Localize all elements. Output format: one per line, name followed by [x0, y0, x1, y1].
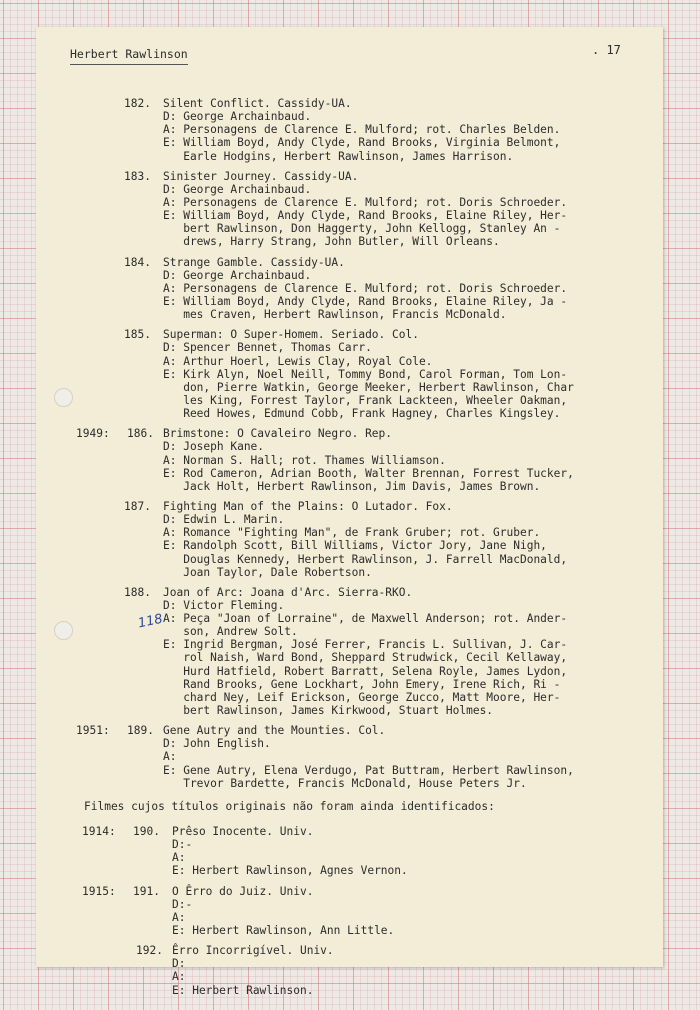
- film-title: Gene Autry and the Mounties. Col.: [163, 724, 386, 738]
- film-title: Sinister Journey. Cassidy-UA.: [163, 169, 359, 183]
- film-entry: [36, 427, 663, 493]
- entry-line: D: John English.: [163, 737, 271, 751]
- entry-line: A:: [163, 750, 177, 764]
- entry-number: 182.: [124, 97, 151, 110]
- entry-line: D:-: [172, 897, 193, 911]
- entry-line: bert Rawlinson, Don Haggerty, John Kellogg, Stanley An -: [163, 222, 561, 236]
- entry-year: 1951:: [76, 724, 110, 738]
- entry-line: E: Randolph Scott, Bill Williams, Victor Jory, Jane Nigh,: [163, 539, 547, 553]
- entry-line: A: Personagens de Clarence E. Mulford; rot. Doris Schroeder.: [163, 281, 568, 295]
- entry-number: 187.: [124, 499, 151, 513]
- film-entry: [36, 825, 663, 878]
- document-page: [36, 27, 663, 997]
- film-title: Prêso Inocente. Univ.: [172, 825, 314, 839]
- entry-list-unidentified: [36, 825, 663, 997]
- entry-line: A: Peça "Joan of Lorraine", de Maxwell Anderson; rot. Ander-: [163, 612, 568, 626]
- entry-number: 191.: [133, 884, 160, 898]
- entry-year: 1949:: [76, 427, 110, 441]
- entry-number: 188.: [124, 585, 151, 599]
- entry-number: 183.: [124, 169, 151, 183]
- entry-line: A: Arthur Hoerl, Lewis Clay, Royal Cole.: [163, 354, 433, 368]
- entry-line: Rand Brooks, Gene Lockhart, John Emery, Irene Rich, Ri -: [163, 677, 561, 691]
- film-title: O Êrro do Juiz. Univ.: [172, 884, 314, 898]
- entry-line: bert Rawlinson, James Kirkwood, Stuart Holmes.: [163, 704, 494, 718]
- film-title: Joan of Arc: Joana d'Arc. Sierra-RKO.: [163, 585, 413, 599]
- unidentified-note: Filmes cujos títulos originais não foram ainda identificados:: [84, 799, 495, 813]
- entry-line: Earle Hodgins, Herbert Rawlinson, James Harrison.: [163, 149, 514, 163]
- film-title: Strange Gamble. Cassidy-UA.: [163, 255, 345, 269]
- entry-line: Reed Howes, Edmund Cobb, Frank Hagney, Charles Kingsley.: [163, 407, 561, 421]
- handwritten-note: 118: [136, 611, 165, 632]
- entry-year: 1915:: [82, 884, 116, 898]
- entry-line: A:: [172, 970, 186, 984]
- page-header-name: Herbert Rawlinson: [70, 47, 188, 65]
- entry-number: 184.: [124, 255, 151, 269]
- entry-line: D: Victor Fleming.: [163, 598, 285, 612]
- film-entry: [36, 97, 663, 163]
- entry-line: A:: [172, 851, 186, 865]
- entry-line: D: George Archainbaud.: [163, 182, 312, 196]
- film-entry: [36, 586, 663, 717]
- film-title: Superman: O Super-Homem. Seriado. Col.: [163, 328, 419, 342]
- entry-line: E: William Boyd, Andy Clyde, Rand Brooks, Elaine Riley, Her-: [163, 209, 568, 223]
- entry-line: A: Norman S. Hall; rot. Thames Williamson.: [163, 453, 446, 467]
- film-entry: [36, 944, 663, 997]
- page-number: . 17: [592, 43, 621, 57]
- entry-line: E: William Boyd, Andy Clyde, Rand Brooks, Virginia Belmont,: [163, 136, 561, 150]
- entry-line: rol Naish, Ward Bond, Sheppard Strudwick, Cecil Kellaway,: [163, 651, 568, 665]
- entry-line: D: Edwin L. Marin.: [163, 513, 285, 527]
- entry-line: mes Craven, Herbert Rawlinson, Francis McDonald.: [163, 308, 507, 322]
- entry-number: 189.: [127, 724, 154, 738]
- film-entry: [36, 256, 663, 322]
- entry-line: E: Herbert Rawlinson.: [172, 983, 314, 997]
- entry-line: les King, Forrest Taylor, Frank Lackteen, Wheeler Oakman,: [163, 393, 568, 407]
- entry-line: E: Herbert Rawlinson, Agnes Vernon.: [172, 864, 408, 878]
- entry-line: chard Ney, Leif Erickson, George Zucco, Matt Moore, Her-: [163, 690, 561, 704]
- film-title: Fighting Man of the Plains: O Lutador. Fox.: [163, 499, 453, 513]
- entry-number: 192.: [136, 944, 163, 958]
- entry-line: E: William Boyd, Andy Clyde, Rand Brooks, Elaine Riley, Ja -: [163, 294, 568, 308]
- film-entry: [36, 724, 663, 790]
- entry-line: D: Spencer Bennet, Thomas Carr.: [163, 341, 372, 355]
- entry-line: A:: [172, 910, 186, 924]
- entry-line: Jack Holt, Herbert Rawlinson, Jim Davis, James Brown.: [163, 479, 541, 493]
- entry-line: E: Gene Autry, Elena Verdugo, Pat Buttram, Herbert Rawlinson,: [163, 763, 574, 777]
- film-title: Êrro Incorrigível. Univ.: [172, 944, 334, 958]
- entry-line: A: Personagens de Clarence E. Mulford; rot. Charles Belden.: [163, 123, 561, 137]
- entry-list: [36, 97, 663, 790]
- entry-line: E: Rod Cameron, Adrian Booth, Walter Brennan, Forrest Tucker,: [163, 466, 574, 480]
- film-title: Brimstone: O Cavaleiro Negro. Rep.: [163, 427, 393, 441]
- entry-line: D: George Archainbaud.: [163, 268, 312, 282]
- film-entry: [36, 328, 663, 420]
- entry-line: A: Personagens de Clarence E. Mulford; rot. Doris Schroeder.: [163, 195, 568, 209]
- film-title: Silent Conflict. Cassidy-UA.: [163, 97, 352, 110]
- entry-number: 190.: [133, 825, 160, 839]
- entry-line: D: George Archainbaud.: [163, 110, 312, 124]
- film-entry: [36, 500, 663, 579]
- entry-line: Joan Taylor, Dale Robertson.: [163, 565, 372, 579]
- entry-line: Hurd Hatfield, Robert Barratt, Selena Royle, James Lydon,: [163, 664, 568, 678]
- entry-line: D:-: [172, 838, 193, 852]
- entry-line: E: Herbert Rawlinson, Ann Little.: [172, 924, 395, 938]
- entry-line: drews, Harry Strang, John Butler, Will Orleans.: [163, 235, 500, 249]
- film-entry: [36, 170, 663, 249]
- entry-line: E: Ingrid Bergman, José Ferrer, Francis L. Sullivan, J. Car-: [163, 638, 568, 652]
- entry-line: E: Kirk Alyn, Noel Neill, Tommy Bond, Carol Forman, Tom Lon-: [163, 367, 568, 381]
- entry-year: 1914:: [82, 825, 116, 839]
- entry-line: Trevor Bardette, Francis McDonald, House Peters Jr.: [163, 776, 527, 790]
- entry-line: A: Romance "Fighting Man", de Frank Gruber; rot. Gruber.: [163, 526, 541, 540]
- entry-line: Douglas Kennedy, Herbert Rawlinson, J. Farrell MacDonald,: [163, 552, 568, 566]
- film-entry: [36, 885, 663, 938]
- entry-number: 185.: [124, 328, 151, 342]
- entry-line: D: Joseph Kane.: [163, 440, 265, 454]
- entry-line: D:: [172, 957, 186, 971]
- filmography-list: [36, 97, 663, 1004]
- entry-number: 186.: [127, 427, 154, 441]
- entry-line: son, Andrew Solt.: [163, 625, 298, 639]
- entry-line: don, Pierre Watkin, George Meeker, Herbert Rawlinson, Char: [163, 380, 574, 394]
